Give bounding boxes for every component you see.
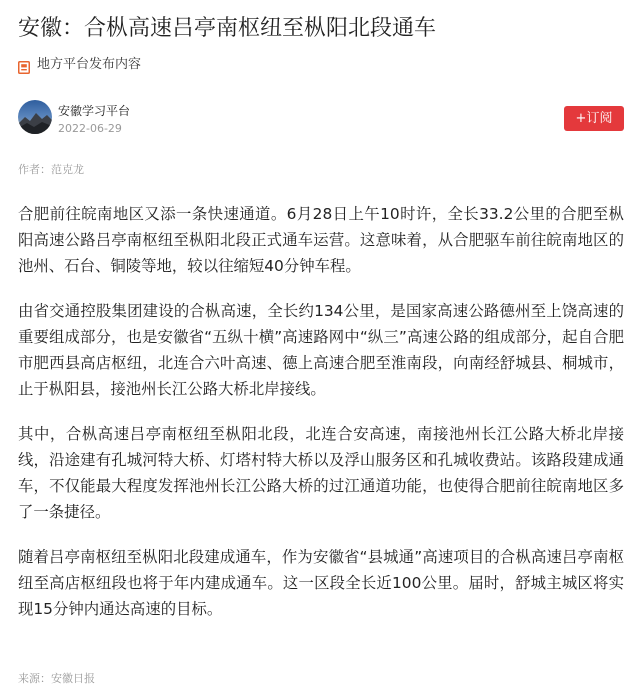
- source-credit: 来源：安徽日报: [18, 672, 95, 685]
- paragraph: 其中，合枞高速吕亭南枢纽至枞阳北段，北连合安高速，南接池州长江公路大桥北岸接线，沿途建有孔城河特大桥、灯塔村特大桥以及浮山服务区和孔城收费站。该路段建成通车，不仅能最大程度发挥池州长江公路大桥的过江通道功能，也使得合肥前往皖南地区多了一条捷径。: [18, 425, 624, 521]
- paragraph: 随着吕亭南枢纽至枞阳北段建成通车，作为安徽省“县城通”高速项目的合枞高速吕亭南枢纽至高店枢纽段也将于年内建成通车。这一区段全长近100公里。届时，舒城主城区将实现15分钟内通达高速的目标。: [18, 548, 624, 618]
- author-name[interactable]: 安徽学习平台: [58, 104, 131, 118]
- avatar[interactable]: [18, 100, 52, 134]
- platform-label: 地方平台发布内容: [37, 57, 142, 72]
- paragraph: 合肥前往皖南地区又添一条快速通道。6月28日上午10时许，全长33.2公里的合肥至枞阳高速公路吕亭南枢纽至枞阳北段正式通车运营。这意味着，从合肥驱车前往皖南地区的池州、石台、铜陵等地，较以往缩短40分钟车程。: [18, 205, 624, 275]
- author-info: [18, 100, 624, 140]
- platform-tag: [18, 56, 141, 74]
- publish-date: 2022-06-29: [58, 122, 122, 135]
- subscribe-button[interactable]: +订阅: [564, 106, 624, 131]
- article-body: [18, 201, 624, 641]
- byline: 作者：范克龙: [18, 163, 84, 176]
- document-icon: [18, 59, 30, 72]
- paragraph: 由省交通控股集团建设的合枞高速，全长约134公里，是国家高速公路德州至上饶高速的重要组成部分，也是安徽省“五纵十横”高速路网中“纵三”高速公路的组成部分，起自合肥市肥西县高店枢纽，北连合六叶高速、德上高速合肥至淮南段，向南经舒城县、桐城市，止于枞阳县，接池州长江公路大桥北岸接线。: [18, 302, 624, 398]
- article-title: 安徽：合枞高速吕亭南枢纽至枞阳北段通车: [18, 16, 437, 41]
